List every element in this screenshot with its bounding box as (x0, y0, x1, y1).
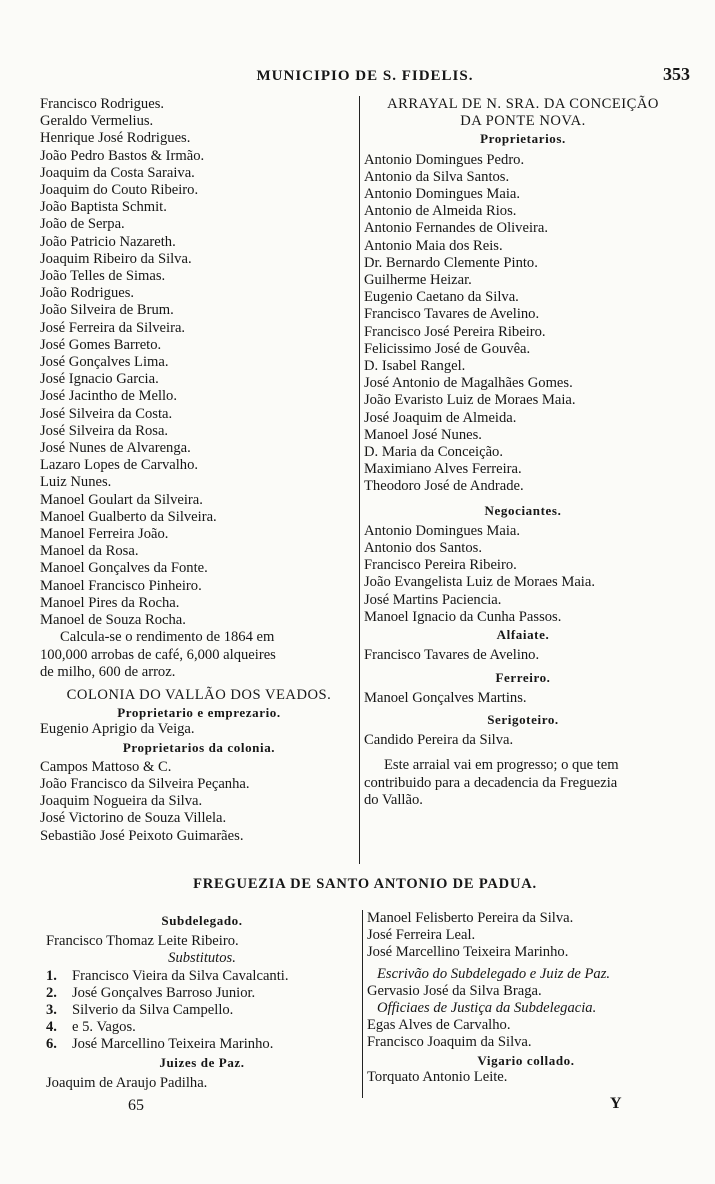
page-header (40, 64, 690, 90)
paragraph-line: do Vallão. (364, 791, 423, 808)
list-item: Francisco Tavares de Avelino. (364, 306, 540, 323)
section-title: FREGUEZIA DE SANTO ANTONIO DE PADUA. (193, 876, 537, 892)
list-item: Manoel Ignacio da Cunha Passos. (364, 608, 562, 625)
serigoteiro-name: Candido Pereira da Silva. (364, 732, 514, 749)
list-item: Manoel Francisco Pinheiro. (40, 577, 202, 594)
gathering-mark: Y (610, 1095, 622, 1112)
substituto-number: 2. (46, 984, 57, 1001)
arrayal-title-cont: DA PONTE NOVA. (460, 113, 586, 130)
list-item: José Joaquim de Almeida. (364, 409, 517, 426)
list-item: Dr. Bernardo Clemente Pinto. (364, 254, 538, 271)
substituto-name: Silverio da Silva Campello. (72, 1002, 234, 1019)
arraial-paragraph (364, 757, 682, 809)
list-item: Antonio dos Santos. (364, 540, 482, 557)
subdelegado-heading: Subdelegado. (161, 913, 243, 928)
list-item: José Martins Paciencia. (364, 591, 502, 608)
proprietario-name: Eugenio Aprigio da Veiga. (40, 721, 195, 738)
substituto-name: e 5. Vagos. (72, 1019, 136, 1036)
list-item: Maximiano Alves Ferreira. (364, 461, 522, 478)
list-item: Manoel José Nunes. (364, 426, 482, 443)
list-item: José Ferreira da Silveira. (40, 319, 186, 336)
vigario-heading: Vigario collado. (477, 1052, 575, 1068)
proprietario-heading: Proprietario e emprezario. (117, 705, 281, 721)
substituto-row (46, 985, 358, 1002)
list-item: Antonio da Silva Santos. (364, 168, 510, 185)
list-item: Joaquim da Costa Saraiva. (40, 164, 195, 181)
substituto-name: José Marcellino Teixeira Marinho. (72, 1036, 274, 1053)
vigario-name: Torquato Antonio Leite. (367, 1068, 508, 1085)
serigoteiro-heading: Serigoteiro. (487, 711, 559, 727)
colonia-title: COLONIA DO VALLÃO DOS VEADOS. (66, 686, 332, 703)
list-item: Manoel de Souza Rocha. (40, 612, 186, 629)
list-item: José Antonio de Magalhães Gomes. (364, 375, 573, 392)
ferreiro-heading: Ferreiro. (495, 669, 551, 685)
list-item: Antonio de Almeida Rios. (364, 203, 517, 220)
officiaes-heading: Officiaes de Justiça da Subdelegacia. (377, 1000, 597, 1017)
substitutos-heading: Substitutos. (168, 950, 236, 967)
substituto-number: 3. (46, 1002, 57, 1019)
list-item: Manoel da Rosa. (40, 543, 139, 560)
colonia-proprietarios-heading: Proprietarios da colonia. (122, 739, 276, 755)
list-item: João Baptista Schmit. (40, 199, 167, 216)
paragraph-line: 100,000 arrobas de café, 6,000 alqueires (40, 646, 276, 663)
paragraph-line: Este arraial vai em progresso; o que tem (384, 757, 619, 774)
substituto-name: José Gonçalves Barroso Junior. (72, 984, 256, 1001)
list-item: Lazaro Lopes de Carvalho. (40, 457, 199, 474)
alfaiate-heading: Alfaiate. (496, 627, 550, 643)
substituto-row (46, 1036, 358, 1053)
negociantes-heading: Negociantes. (484, 502, 562, 518)
list-item: Francisco Pereira Ribeiro. (364, 557, 517, 574)
juiz-name: Joaquim de Araujo Padilha. (46, 1074, 208, 1091)
list-item: Campos Mattoso & C. (40, 758, 172, 775)
colonia-name-list (40, 759, 358, 845)
list-item: Francisco Joaquim da Silva. (367, 1034, 532, 1051)
list-item: Francisco Rodrigues. (40, 96, 165, 112)
paragraph-line: de milho, 600 de arroz. (40, 663, 176, 680)
list-item: José Ferreira Leal. (367, 927, 476, 944)
left-column (40, 96, 358, 845)
lower-column-divider (362, 910, 363, 1098)
list-item: João Rodrigues. (40, 285, 135, 302)
list-item: Antonio Fernandes de Oliveira. (364, 220, 548, 237)
list-item: José Ignacio Garcia. (40, 371, 159, 388)
escrivao-name: Gervasio José da Silva Braga. (367, 982, 542, 999)
list-item: Eugenio Caetano da Silva. (364, 289, 519, 306)
list-item: João Telles de Simas. (40, 268, 166, 285)
substituto-number: 1. (46, 967, 57, 984)
list-item: Francisco José Pereira Ribeiro. (364, 323, 546, 340)
list-item: Antonio Domingues Maia. (364, 186, 521, 203)
list-item: D. Isabel Rangel. (364, 358, 466, 375)
list-item: João Evangelista Luiz de Moraes Maia. (364, 574, 595, 591)
list-item: José Silveira da Rosa. (40, 422, 169, 439)
list-item: José Jacintho de Mello. (40, 388, 177, 405)
column-divider (359, 96, 360, 864)
list-item: Theodoro José de Andrade. (364, 478, 524, 495)
signature-mark: 65 (128, 1097, 144, 1114)
officiaes-list (367, 1017, 685, 1051)
substituto-number: 6. (46, 1036, 57, 1053)
list-item: José Gonçalves Lima. (40, 354, 169, 371)
right-column (364, 96, 682, 809)
list-item: Manoel Felisberto Pereira da Silva. (367, 910, 574, 926)
lower-right-column (367, 910, 685, 1086)
list-item: Antonio Maia dos Reis. (364, 237, 503, 254)
production-paragraph (40, 629, 358, 681)
proprietarios-list (364, 152, 682, 496)
list-item: Manoel Goulart da Silveira. (40, 491, 203, 508)
substituto-name: Francisco Vieira da Silva Cavalcanti. (72, 967, 289, 984)
substituto-row (46, 1019, 358, 1036)
list-item: Joaquim Ribeiro da Silva. (40, 250, 192, 267)
list-item: José Gomes Barreto. (40, 336, 162, 353)
list-item: José Marcellino Teixeira Marinho. (367, 944, 569, 961)
list-item: João Francisco da Silveira Peçanha. (40, 775, 250, 792)
list-item: Antonio Domingues Pedro. (364, 151, 525, 168)
substituto-row (46, 1002, 358, 1019)
page-title: MUNICIPIO DE S. FIDELIS. (256, 68, 474, 84)
list-item: D. Maria da Conceição. (364, 444, 503, 461)
list-item: José Victorino de Souza Villela. (40, 810, 227, 827)
list-item: Manoel Pires da Rocha. (40, 594, 180, 611)
list-item: João Evaristo Luiz de Moraes Maia. (364, 392, 576, 409)
list-item: João de Serpa. (40, 216, 125, 233)
page-number: 353 (663, 64, 690, 84)
list-item: Sebastião José Peixoto Guimarães. (40, 827, 244, 844)
list-item: José Nunes de Alvarenga. (40, 440, 191, 457)
list-item: João Patricio Nazareth. (40, 233, 176, 250)
subdelegado-name: Francisco Thomaz Leite Ribeiro. (46, 933, 239, 950)
ferreiro-name: Manoel Gonçalves Martins. (364, 689, 527, 706)
lower-left-column (46, 912, 358, 1092)
list-item: José Silveira da Costa. (40, 405, 173, 422)
list-item: Geraldo Vermelius. (40, 113, 154, 130)
proprietarios-heading: Proprietarios. (480, 131, 566, 147)
paragraph-line: contribuido para a decadencia da Freguezia (364, 774, 618, 791)
list-item: Guilherme Heizar. (364, 272, 472, 289)
list-item: João Silveira de Brum. (40, 302, 174, 319)
list-item: Joaquim do Couto Ribeiro. (40, 182, 199, 199)
left-name-list (40, 96, 358, 629)
list-item: Egas Alves de Carvalho. (367, 1017, 511, 1034)
list-item: Manoel Ferreira João. (40, 526, 169, 543)
juizes-list (367, 910, 685, 962)
substituto-row (46, 968, 358, 985)
list-item: Antonio Domingues Maia. (364, 522, 521, 539)
list-item: Luiz Nunes. (40, 474, 112, 491)
escrivao-heading: Escrivão do Subdelegado e Juiz de Paz. (377, 965, 611, 982)
list-item: Joaquim Nogueira da Silva. (40, 793, 203, 810)
substitutos-list (46, 968, 358, 1054)
list-item: Manoel Gonçalves da Fonte. (40, 560, 208, 577)
juizes-heading: Juizes de Paz. (159, 1054, 245, 1070)
negociantes-list (364, 523, 682, 626)
substituto-number: 4. (46, 1019, 57, 1036)
paragraph-line: Calcula-se o rendimento de 1864 em (60, 629, 275, 646)
list-item: João Pedro Bastos & Irmão. (40, 147, 205, 164)
alfaiate-name: Francisco Tavares de Avelino. (364, 647, 540, 664)
list-item: Felicissimo José de Gouvêa. (364, 340, 531, 357)
list-item: Henrique José Rodrigues. (40, 130, 191, 147)
arrayal-title: ARRAYAL DE N. SRA. DA CONCEIÇÃO (387, 96, 659, 112)
list-item: Manoel Gualberto da Silveira. (40, 508, 217, 525)
